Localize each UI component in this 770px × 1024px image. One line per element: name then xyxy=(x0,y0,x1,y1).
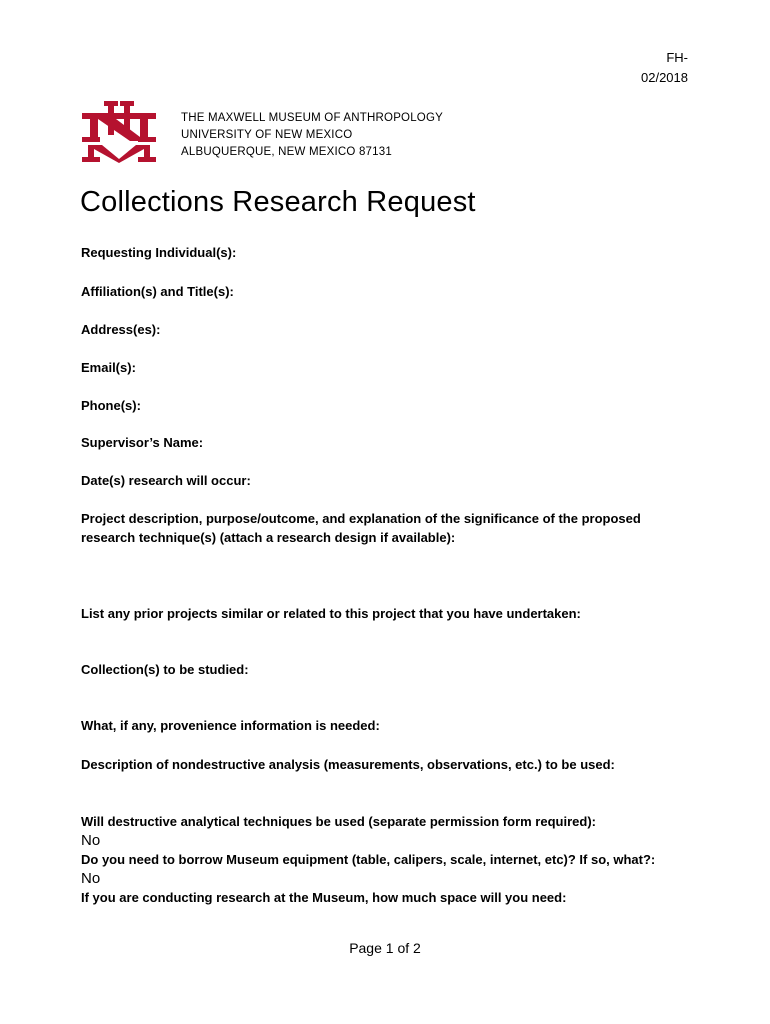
field-emails: Email(s): xyxy=(81,360,136,375)
museum-name: THE MAXWELL MUSEUM OF ANTHROPOLOGY xyxy=(181,112,443,124)
city-state-zip: ALBUQUERQUE, NEW MEXICO 87131 xyxy=(181,146,392,158)
field-project-description-line2: research technique(s) (attach a research design if available): xyxy=(81,530,456,545)
university-name: UNIVERSITY OF NEW MEXICO xyxy=(181,129,353,141)
document-code-line1: FH- xyxy=(666,50,688,65)
museum-address-block xyxy=(181,110,443,161)
field-affiliation-title: Affiliation(s) and Title(s): xyxy=(81,284,234,299)
field-project-description-line1: Project description, purpose/outcome, and explanation of the significance of the proposed xyxy=(81,511,641,526)
field-provenience-info: What, if any, provenience information is needed: xyxy=(81,718,380,733)
field-prior-projects: List any prior projects similar or related to this project that you have undertaken: xyxy=(81,606,581,621)
field-research-dates: Date(s) research will occur: xyxy=(81,473,251,488)
document-code-line2: 02/2018 xyxy=(641,70,688,85)
field-destructive-techniques: Will destructive analytical techniques be used (separate permission form required): xyxy=(81,814,596,829)
field-borrow-equipment: Do you need to borrow Museum equipment (table, calipers, scale, internet, etc)? If so, what?: xyxy=(81,852,656,867)
form-title: Collections Research Request xyxy=(80,186,476,218)
field-supervisor-name: Supervisor’s Name: xyxy=(81,435,204,450)
field-addresses: Address(es): xyxy=(81,322,161,337)
document-code xyxy=(641,48,688,88)
field-phones: Phone(s): xyxy=(81,398,141,413)
page-number: Page 1 of 2 xyxy=(349,940,421,956)
field-nondestructive-analysis: Description of nondestructive analysis (measurements, observations, etc.) to be used: xyxy=(81,757,615,772)
field-collections-studied: Collection(s) to be studied: xyxy=(81,662,249,677)
answer-borrow-equipment: No xyxy=(81,870,101,887)
unm-logo xyxy=(80,101,158,163)
field-space-needed: If you are conducting research at the Museum, how much space will you need: xyxy=(81,890,567,905)
answer-destructive-techniques: No xyxy=(81,832,101,849)
field-requesting-individuals: Requesting Individual(s): xyxy=(81,245,237,260)
